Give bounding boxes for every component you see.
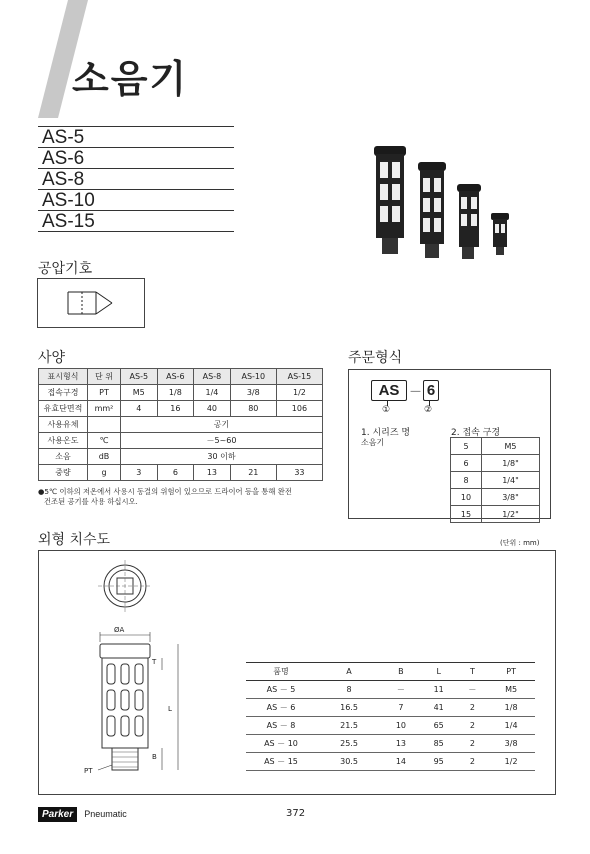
dimension-cell: M5	[487, 681, 535, 699]
dimension-header-cell: 품명	[246, 663, 316, 681]
model-item: AS-15	[38, 211, 234, 232]
dimension-cell: 3/8	[487, 735, 535, 753]
connection-row	[451, 438, 540, 455]
dimension-cell: 65	[420, 717, 458, 735]
order-conn-title: 2. 접속 구경	[451, 428, 501, 438]
model-item: AS-8	[38, 169, 234, 190]
dimension-cell: 1/2	[487, 753, 535, 771]
dimension-row	[246, 735, 535, 753]
brand-label: Pneumatic	[84, 809, 127, 819]
dimension-header-cell: T	[458, 663, 488, 681]
spec-cell: 21	[230, 465, 276, 481]
order-code-dash: －	[409, 385, 423, 400]
label-phiA: ØA	[114, 626, 125, 634]
spec-cell: mm²	[88, 401, 121, 417]
spec-note-line: ●5℃ 이하의 저온에서 사용시 동결의 위험이 있으므로 드라이어 등을 통해 완전	[38, 487, 292, 496]
order-num-1: ①	[382, 405, 391, 415]
connection-row	[451, 455, 540, 472]
spec-row	[39, 417, 323, 433]
pneumatic-symbol-box	[37, 278, 145, 328]
spec-cell: 유효단면적	[39, 401, 88, 417]
dimension-cell: 2	[458, 717, 488, 735]
spec-cell: 중량	[39, 465, 88, 481]
spec-cell: 1/4	[194, 385, 231, 401]
dimension-cell: 14	[382, 753, 420, 771]
order-series-value: 소음기	[361, 438, 385, 447]
spec-header-cell: AS-6	[157, 369, 194, 385]
connection-cell: 6	[451, 455, 482, 472]
dimension-cell: 85	[420, 735, 458, 753]
dimension-cell: 41	[420, 699, 458, 717]
section-title-spec: 사양	[38, 350, 66, 366]
section-title-order: 주문형식	[348, 350, 403, 366]
spec-note-line: 건조된 공기를 사용 하십시오.	[44, 497, 138, 506]
connection-cell: 10	[451, 489, 482, 506]
connection-cell: 1/4"	[482, 472, 540, 489]
spec-header-cell: AS-10	[230, 369, 276, 385]
page-title: 소음기	[72, 57, 189, 101]
dimension-table	[246, 662, 535, 771]
order-series-title: 1. 시리즈 명	[361, 428, 411, 438]
product-as8	[457, 184, 481, 259]
spec-header-cell: 표시형식	[39, 369, 88, 385]
unit-note: (단위 : mm)	[500, 539, 540, 547]
spec-cell: 소음	[39, 449, 88, 465]
product-as15	[374, 146, 406, 254]
dimension-cell: 16.5	[316, 699, 382, 717]
dimension-cell: AS － 5	[246, 681, 316, 699]
spec-cell: ℃	[88, 433, 121, 449]
dimension-cell: 21.5	[316, 717, 382, 735]
spec-cell: 사용온도	[39, 433, 88, 449]
dimension-row	[246, 753, 535, 771]
dimension-cell: 30.5	[316, 753, 382, 771]
connection-cell: 3/8"	[482, 489, 540, 506]
spec-cell: 16	[157, 401, 194, 417]
spec-table	[38, 368, 323, 481]
dimension-cell: AS － 8	[246, 717, 316, 735]
dimension-cell: 25.5	[316, 735, 382, 753]
order-code-series: AS	[371, 380, 407, 401]
dimension-drawing	[60, 560, 200, 785]
spec-header-cell: AS-5	[121, 369, 158, 385]
spec-cell	[88, 417, 121, 433]
connection-cell: 5	[451, 438, 482, 455]
spec-cell: 1/2	[276, 385, 322, 401]
section-title-symbol: 공압기호	[38, 261, 93, 277]
label-B: B	[152, 753, 157, 761]
model-item: AS-6	[38, 148, 234, 169]
dimension-header-row	[246, 663, 535, 681]
dimension-cell: 13	[382, 735, 420, 753]
dimension-cell: 2	[458, 735, 488, 753]
dimension-cell: AS － 15	[246, 753, 316, 771]
product-as10	[418, 162, 446, 258]
connection-cell: M5	[482, 438, 540, 455]
spec-header-cell: 단 위	[88, 369, 121, 385]
spec-row	[39, 385, 323, 401]
connection-cell: 1/2"	[482, 506, 540, 523]
dimension-cell: －	[382, 681, 420, 699]
spec-header-row	[39, 369, 323, 385]
spec-cell: 접속구경	[39, 385, 88, 401]
footer-brand	[38, 802, 127, 822]
label-T: T	[152, 658, 157, 666]
page-number: 372	[286, 808, 306, 819]
silencer-symbol	[38, 279, 144, 327]
dimension-cell: 95	[420, 753, 458, 771]
spec-cell: 6	[157, 465, 194, 481]
model-item: AS-5	[38, 127, 234, 148]
dimension-cell: 2	[458, 753, 488, 771]
dimension-header-cell: A	[316, 663, 382, 681]
spec-cell: 106	[276, 401, 322, 417]
parker-logo: Parker	[38, 807, 77, 822]
dimension-cell: 1/4	[487, 717, 535, 735]
spec-cell: 13	[194, 465, 231, 481]
dimension-cell: AS － 10	[246, 735, 316, 753]
spec-note	[38, 487, 328, 507]
spec-cell: 1/8	[157, 385, 194, 401]
dimension-row	[246, 681, 535, 699]
spec-cell: dB	[88, 449, 121, 465]
dimension-header-cell: L	[420, 663, 458, 681]
dimension-header-cell: B	[382, 663, 420, 681]
connection-cell: 1/8"	[482, 455, 540, 472]
model-item: AS-10	[38, 190, 234, 211]
spec-row	[39, 449, 323, 465]
connection-cell: 15	[451, 506, 482, 523]
spec-row	[39, 465, 323, 481]
spec-cell: 3	[121, 465, 158, 481]
spec-header-cell: AS-8	[194, 369, 231, 385]
spec-cell: 사용유체	[39, 417, 88, 433]
connection-row	[451, 489, 540, 506]
dimension-row	[246, 699, 535, 717]
dimension-cell: 2	[458, 699, 488, 717]
dimension-cell: 7	[382, 699, 420, 717]
spec-cell: 3/8	[230, 385, 276, 401]
product-photo	[360, 140, 520, 265]
dimension-cell: －	[458, 681, 488, 699]
spec-cell: 공기	[121, 417, 323, 433]
label-PT: PT	[84, 767, 93, 775]
product-as6	[491, 213, 509, 255]
spec-cell: 30 이하	[121, 449, 323, 465]
dimension-header-cell: PT	[487, 663, 535, 681]
spec-cell: 4	[121, 401, 158, 417]
spec-cell: g	[88, 465, 121, 481]
connection-row	[451, 506, 540, 523]
spec-cell: －5~60	[121, 433, 323, 449]
connection-table	[450, 437, 540, 523]
order-num-2: ②	[424, 405, 433, 415]
connection-cell: 8	[451, 472, 482, 489]
spec-cell: 33	[276, 465, 322, 481]
spec-row	[39, 401, 323, 417]
dimension-cell: AS － 6	[246, 699, 316, 717]
label-L: L	[168, 705, 172, 713]
spec-cell: 40	[194, 401, 231, 417]
dimension-row	[246, 717, 535, 735]
dimension-cell: 1/8	[487, 699, 535, 717]
spec-header-cell: AS-15	[276, 369, 322, 385]
dimension-cell: 11	[420, 681, 458, 699]
dimension-cell: 8	[316, 681, 382, 699]
dimension-cell: 10	[382, 717, 420, 735]
section-title-dimension: 외형 치수도	[38, 532, 111, 548]
spec-row	[39, 433, 323, 449]
spec-cell: M5	[121, 385, 158, 401]
connection-row	[451, 472, 540, 489]
spec-cell: PT	[88, 385, 121, 401]
spec-cell: 80	[230, 401, 276, 417]
order-code-size: 6	[423, 380, 439, 401]
